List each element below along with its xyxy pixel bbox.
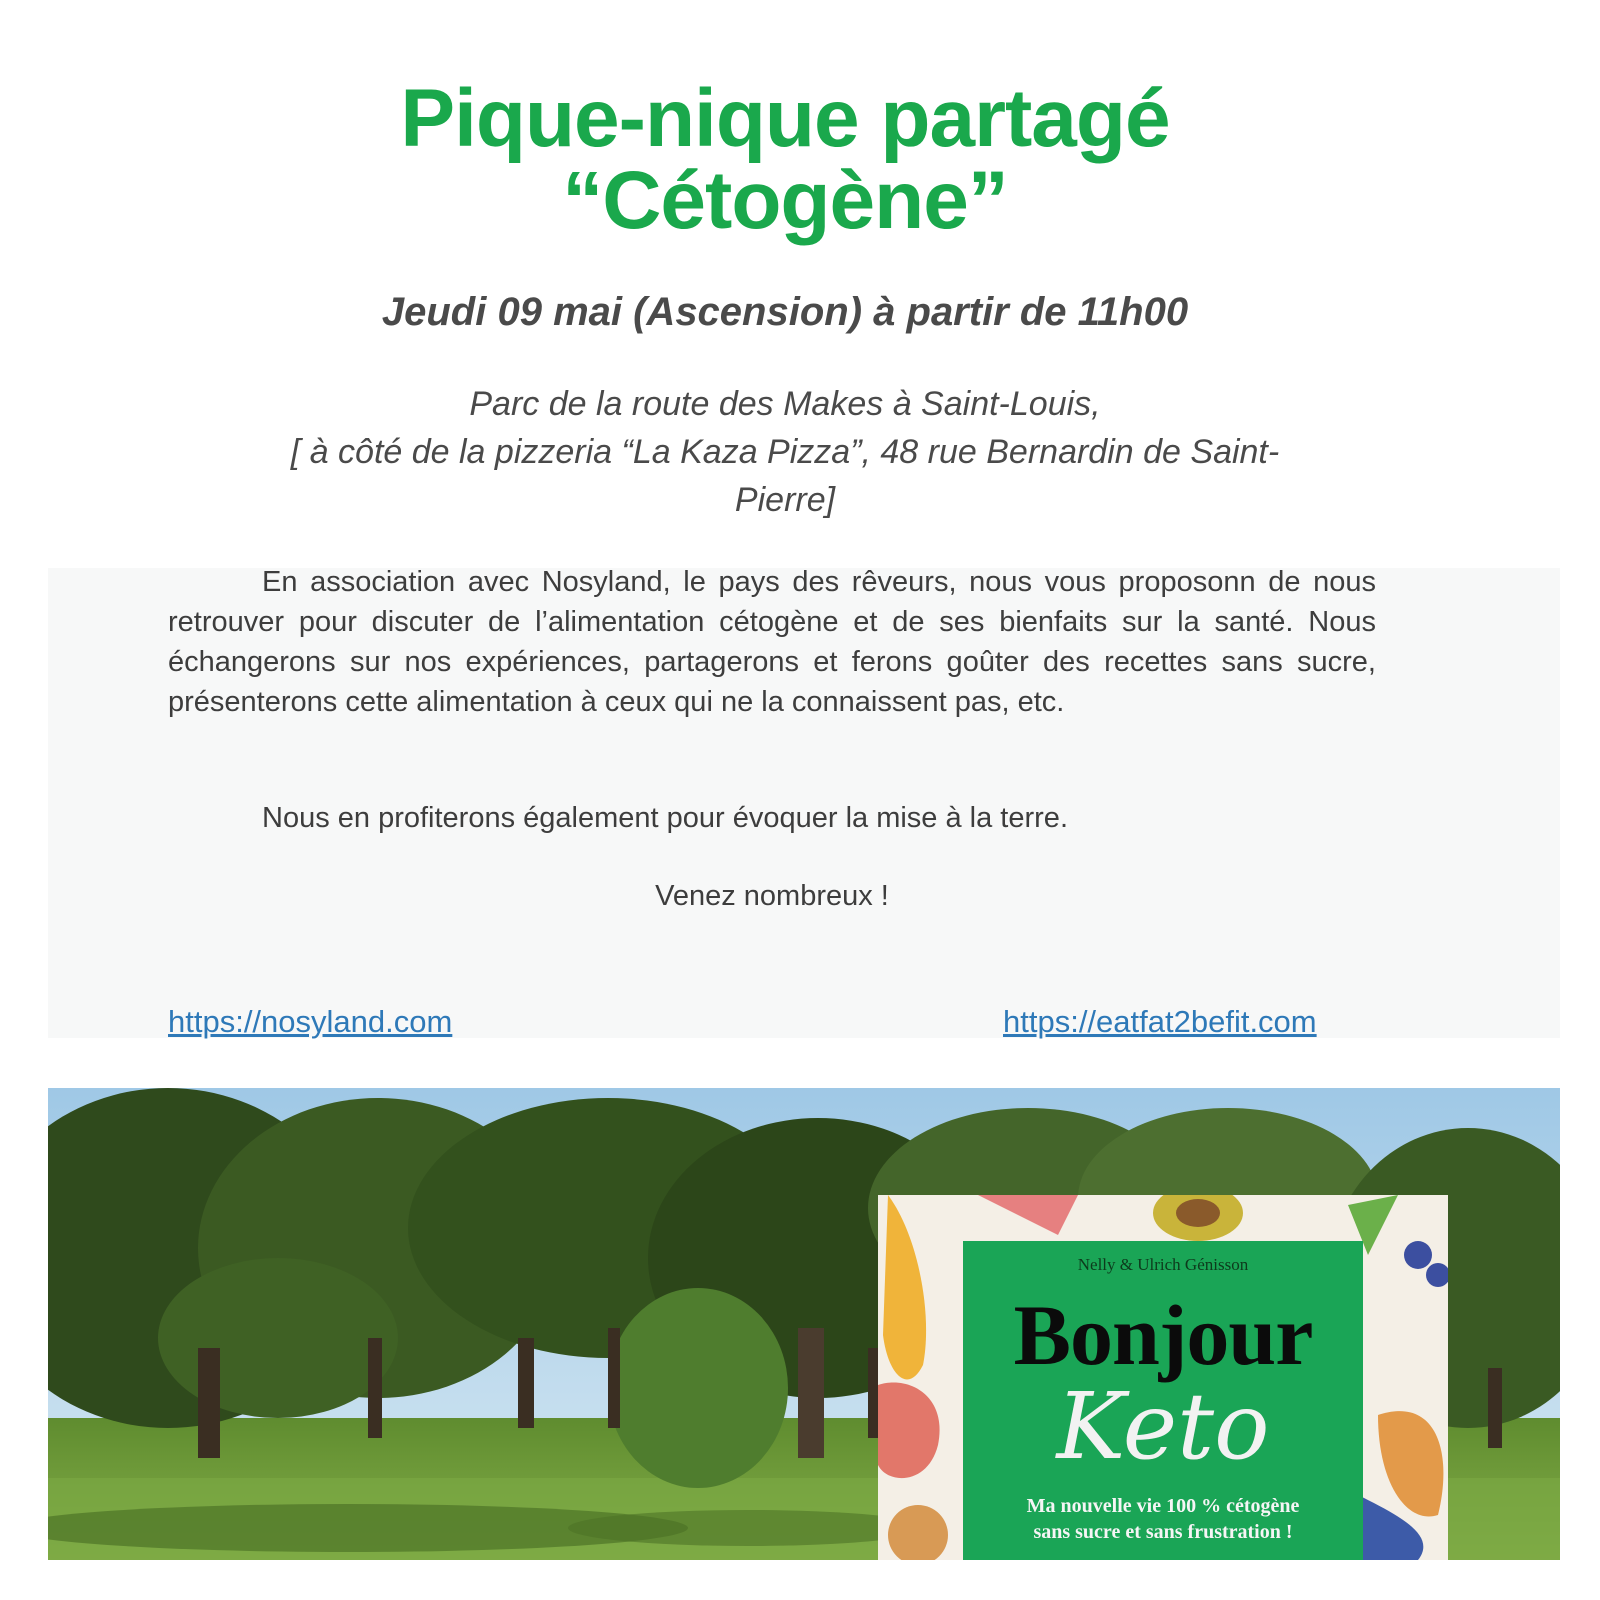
book-script-title: Keto	[1056, 1373, 1270, 1480]
event-location	[200, 380, 1370, 524]
description-paragraph: En association avec Nosyland, le pays des rêveurs, nous vous proposonn de nous retrouver pour discuter de l’alimentation cétogène et de ses bienfaits sur la santé. Nous échangerons sur nos expériences, partagerons et ferons goûter des recettes sans sucre, présenterons cette alimentation à ceux qui ne la connaissent pas, etc.	[168, 566, 1376, 718]
event-title-line1: Pique-nique partagé	[400, 73, 1170, 164]
invitation-text: Venez nombreux !	[655, 880, 889, 912]
earthing-paragraph: Nous en profiterons également pour évoquer la mise à la terre.	[262, 802, 1068, 834]
book-title: Bonjour	[1013, 1287, 1313, 1383]
book-tagline-line1: Ma nouvelle vie 100 % cétogène	[1026, 1495, 1300, 1517]
event-date: Jeudi 09 mai (Ascension) à partir de 11h00	[381, 290, 1189, 334]
location-line1: Parc de la route des Makes à Saint-Louis,	[469, 385, 1101, 423]
event-title	[0, 73, 1570, 246]
location-line2: [ à côté de la pizzeria “La Kaza Pizza”, 48 rue Bernardin de Saint-	[290, 433, 1280, 471]
book-authors: Nelly & Ulrich Génisson	[1077, 1255, 1249, 1274]
event-title-line2: “Cétogène”	[562, 155, 1008, 246]
book-cover	[878, 1195, 1448, 1560]
eatfat2befit-link[interactable]: https://eatfat2befit.com	[1003, 1004, 1317, 1039]
book-tagline	[963, 1493, 1363, 1545]
book-tagline-line2: sans sucre et sans frustration !	[1033, 1521, 1293, 1543]
nosyland-link[interactable]: https://nosyland.com	[168, 1004, 453, 1039]
location-line3: Pierre]	[734, 481, 836, 519]
